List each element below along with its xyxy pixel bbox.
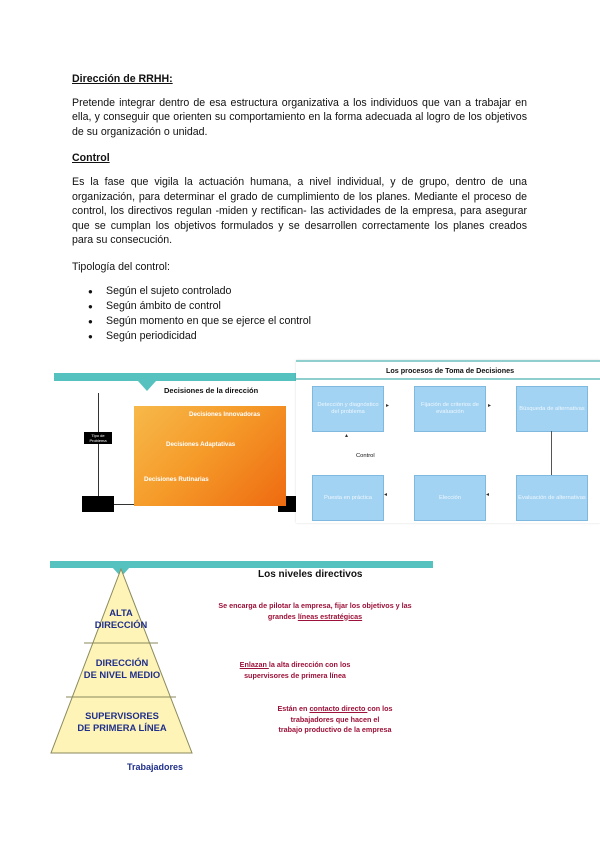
figure-top-rule: [296, 360, 600, 362]
figure-title: Los procesos de Toma de Decisiones: [386, 366, 515, 375]
arrow-left-icon: ◂: [486, 492, 490, 498]
tier-alta-direccion: [90, 607, 152, 631]
typology-list: [72, 284, 527, 344]
desc-line: supervisores de primera línea: [244, 670, 346, 680]
control-label: Control: [356, 453, 375, 459]
figure-procesos-decisiones: [296, 360, 600, 523]
list-item: ● Según el sujeto controlado: [106, 284, 527, 299]
tier-label-line: DE NIVEL MEDIO: [83, 669, 161, 680]
desc-text: Están en: [277, 704, 310, 713]
figure-title: Los niveles directivos: [258, 569, 363, 580]
description-supervisores: [250, 704, 420, 736]
tier-direccion-nivel-medio: [72, 657, 172, 681]
figure-decisiones-direccion: [54, 373, 304, 519]
desc-underlined: líneas estratégicas: [297, 611, 363, 621]
connector-line: [551, 431, 552, 475]
arrow-right-icon: ▸: [488, 403, 492, 409]
desc-underlined: Enlazan: [239, 660, 269, 669]
desc-text: con los: [367, 704, 393, 713]
vertical-axis: [98, 393, 99, 503]
desc-line: [210, 660, 380, 671]
list-item: ● Según momento en que se ejerce el control: [106, 314, 527, 329]
desc-line: Se encarga de pilotar la empresa, fijar los objetivos y las: [218, 601, 412, 610]
header-notch: [138, 381, 156, 391]
process-box: Fijación de criterios de evaluación: [414, 386, 486, 432]
text-content: [72, 72, 527, 344]
workers-label: Trabajadores: [127, 762, 184, 772]
description-alta: [200, 601, 430, 622]
list-item: ● Según ámbito de control: [106, 299, 527, 314]
label-innovadoras: Decisiones Innovadoras: [189, 411, 261, 418]
figure-niveles-directivos: [50, 561, 433, 776]
desc-line: trabajo productivo de la empresa: [278, 725, 392, 734]
figure-title: Decisiones de la dirección: [164, 386, 259, 395]
figure-title-rule: [296, 378, 600, 380]
tier-label-line: DIRECCIÓN: [94, 619, 148, 630]
decision-gradient-box: [134, 406, 286, 506]
arrow-up-icon: ▴: [345, 433, 349, 439]
desc-text: la alta dirección con los: [268, 660, 351, 669]
process-box: Búsqueda de alternativas: [516, 386, 588, 432]
process-box: Detección y diagnóstico del problema: [312, 386, 384, 432]
paragraph-control: Es la fase que vigila la actuación humana, a nivel individual, y de grupo, dentro de una organización, para determinar el grado de cumplimiento de los planes. Mediante el proceso de control, los directivos regulan -miden y rectifican- las actividades de la empresa, para asegurar que se cumplan los objetivos formulados y se desarrollen correctamente los planes creados para su consecución.: [72, 175, 527, 247]
desc-line: [250, 704, 420, 715]
process-box: Evaluación de alternativas: [516, 475, 588, 521]
axis-label-box: [82, 496, 114, 512]
tier-label-line: ALTA: [109, 607, 133, 618]
label-adaptativas: Decisiones Adaptativas: [166, 441, 236, 448]
desc-underlined: contacto directo: [309, 704, 368, 713]
desc-line: [200, 612, 430, 623]
desc-text: grandes: [267, 611, 298, 621]
tier-label-line: DE PRIMERA LÍNEA: [77, 722, 167, 733]
tier-label-line: DIRECCIÓN: [95, 657, 149, 668]
arrow-left-icon: ◂: [384, 492, 388, 498]
label-rutinarias: Decisiones Rutinarias: [144, 476, 209, 483]
arrow-right-icon: ▸: [386, 403, 390, 409]
tier-supervisores: [60, 710, 184, 734]
process-box: Puesta en práctica: [312, 475, 384, 521]
tier-label-line: SUPERVISORES: [85, 710, 159, 721]
section-heading-control: Control: [72, 152, 110, 165]
section-heading-rrhh: Dirección de RRHH:: [72, 73, 173, 85]
paragraph-rrhh: Pretende integrar dentro de esa estructura organizativa a los individuos que van a trabajar en ella, y conseguir que orienten su comportamiento en la forma adecuada al logro de los objetivos de su organización o unidad.: [72, 96, 527, 138]
process-box: Elección: [414, 475, 486, 521]
axis-label-problem-type: Tipo de Problema: [84, 432, 112, 444]
typology-intro: Tipología del control:: [72, 260, 170, 273]
desc-line: trabajadores que hacen el: [290, 714, 380, 724]
figure-header-bar: [54, 373, 304, 381]
description-medio: [210, 660, 380, 681]
list-item: ● Según periodicidad: [106, 329, 527, 344]
